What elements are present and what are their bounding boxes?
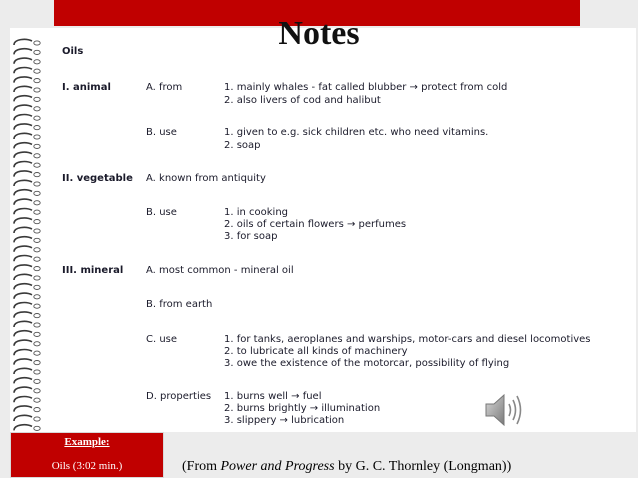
spiral-hole: [34, 295, 40, 299]
list-item: 1. in cooking: [224, 207, 289, 218]
spiral-coil: [14, 124, 32, 130]
spiral-coil: [14, 68, 32, 74]
spiral-coil: [14, 321, 32, 327]
spiral-coil: [14, 105, 32, 111]
spiral-hole: [34, 238, 40, 242]
spiral-coil: [14, 209, 32, 215]
spiral-coil: [14, 397, 32, 403]
spiral-hole: [34, 154, 40, 158]
spiral-coil: [14, 340, 32, 346]
spiral-hole: [34, 182, 40, 186]
spiral-coil: [14, 425, 32, 431]
part-label: B. from earth: [146, 299, 213, 310]
part-label: A. from: [146, 82, 183, 93]
section-label: III. mineral: [62, 265, 124, 276]
part-label: A. most common - mineral oil: [146, 265, 294, 276]
spiral-hole: [34, 69, 40, 73]
spiral-hole: [34, 285, 40, 289]
spiral-coil: [14, 96, 32, 102]
source-prefix: (From: [182, 459, 221, 474]
spiral-coil: [14, 246, 32, 252]
list-item: 2. also livers of cod and halibut: [224, 95, 381, 106]
spiral-coil: [14, 350, 32, 356]
list-item: 2. to lubricate all kinds of machinery: [224, 346, 408, 357]
spiral-hole: [34, 332, 40, 336]
spiral-hole: [34, 314, 40, 318]
spiral-coil: [14, 115, 32, 121]
list-item: 2. oils of certain flowers → perfumes: [224, 219, 407, 230]
spiral-coil: [14, 77, 32, 83]
spiral-coil: [14, 190, 32, 196]
spiral-hole: [34, 144, 40, 148]
part-label: B. use: [146, 207, 177, 218]
list-item: 2. burns brightly → illumination: [224, 403, 381, 414]
spiral-coil: [14, 359, 32, 365]
spiral-coil: [14, 143, 32, 149]
list-item: 2. soap: [224, 140, 261, 151]
spiral-hole: [34, 267, 40, 271]
spiral-hole: [34, 191, 40, 195]
spiral-coil: [14, 331, 32, 337]
source-book-title: Power and Progress: [220, 459, 335, 474]
spiral-coil: [14, 152, 32, 158]
spiral-hole: [34, 107, 40, 111]
section-label: I. animal: [62, 82, 111, 93]
spiral-coil: [14, 368, 32, 374]
spiral-coil: [14, 312, 32, 318]
spiral-coil: [14, 237, 32, 243]
spiral-coil: [14, 171, 32, 177]
spiral-hole: [34, 417, 40, 421]
list-item: 1. for tanks, aeroplanes and warships, motor-cars and diesel locomotives: [224, 334, 591, 345]
spiral-hole: [34, 60, 40, 64]
spiral-hole: [34, 361, 40, 365]
spiral-coil: [14, 227, 32, 233]
spiral-hole: [34, 276, 40, 280]
spiral-coil: [14, 387, 32, 393]
example-box[interactable]: [10, 432, 164, 478]
spiral-hole: [34, 257, 40, 261]
spiral-hole: [34, 173, 40, 177]
speaker-icon[interactable]: [484, 390, 528, 430]
spiral-coil: [14, 415, 32, 421]
spiral-coil: [14, 406, 32, 412]
spiral-coil: [14, 256, 32, 262]
spiral-hole: [34, 398, 40, 402]
part-label: D. properties: [146, 391, 212, 402]
spiral-hole: [34, 389, 40, 393]
spiral-hole: [34, 408, 40, 412]
spiral-coil: [14, 265, 32, 271]
spiral-coil: [14, 303, 32, 309]
spiral-hole: [34, 201, 40, 205]
spiral-hole: [34, 97, 40, 101]
list-item: 1. burns well → fuel: [224, 391, 322, 402]
slide-title: Notes: [278, 15, 360, 52]
spiral-hole: [34, 79, 40, 83]
spiral-hole: [34, 229, 40, 233]
spiral-coil: [14, 58, 32, 64]
spiral-hole: [34, 304, 40, 308]
spiral-hole: [34, 248, 40, 252]
spiral-binding-icon: [10, 36, 46, 432]
source-suffix: by G. C. Thornley (Longman)): [334, 459, 512, 474]
spiral-hole: [34, 210, 40, 214]
spiral-hole: [34, 220, 40, 224]
spiral-coil: [14, 199, 32, 205]
spiral-hole: [34, 342, 40, 346]
spiral-hole: [34, 351, 40, 355]
spiral-hole: [34, 135, 40, 139]
spiral-coil: [14, 284, 32, 290]
spiral-hole: [34, 163, 40, 167]
list-item: 1. mainly whales - fat called blubber → protect from cold: [224, 82, 508, 93]
spiral-hole: [34, 323, 40, 327]
spiral-coil: [14, 162, 32, 168]
spiral-hole: [34, 126, 40, 130]
list-item: 3. for soap: [224, 231, 278, 242]
spiral-coil: [14, 293, 32, 299]
spiral-hole: [34, 370, 40, 374]
spiral-hole: [34, 116, 40, 120]
spiral-coil: [14, 180, 32, 186]
list-item: 1. given to e.g. sick children etc. who need vitamins.: [224, 127, 489, 138]
example-label: Example:: [64, 436, 110, 448]
part-label: B. use: [146, 127, 177, 138]
source-citation: [182, 459, 511, 475]
list-item: 3. slippery → lubrication: [224, 415, 345, 426]
spiral-hole: [34, 88, 40, 92]
spiral-coil: [14, 86, 32, 92]
notes-heading: Oils: [62, 46, 84, 57]
part-label: A. known from antiquity: [146, 173, 266, 184]
part-label: C. use: [146, 334, 178, 345]
spiral-coil: [14, 133, 32, 139]
spiral-hole: [34, 379, 40, 383]
spiral-coil: [14, 378, 32, 384]
spiral-coil: [14, 274, 32, 280]
notes-outline: [62, 40, 622, 432]
spiral-hole: [34, 426, 40, 430]
spiral-coil: [14, 218, 32, 224]
section-label: II. vegetable: [62, 173, 133, 184]
example-duration: Oils (3:02 min.): [51, 460, 123, 472]
list-item: 3. owe the existence of the motorcar, possibility of flying: [224, 358, 510, 369]
